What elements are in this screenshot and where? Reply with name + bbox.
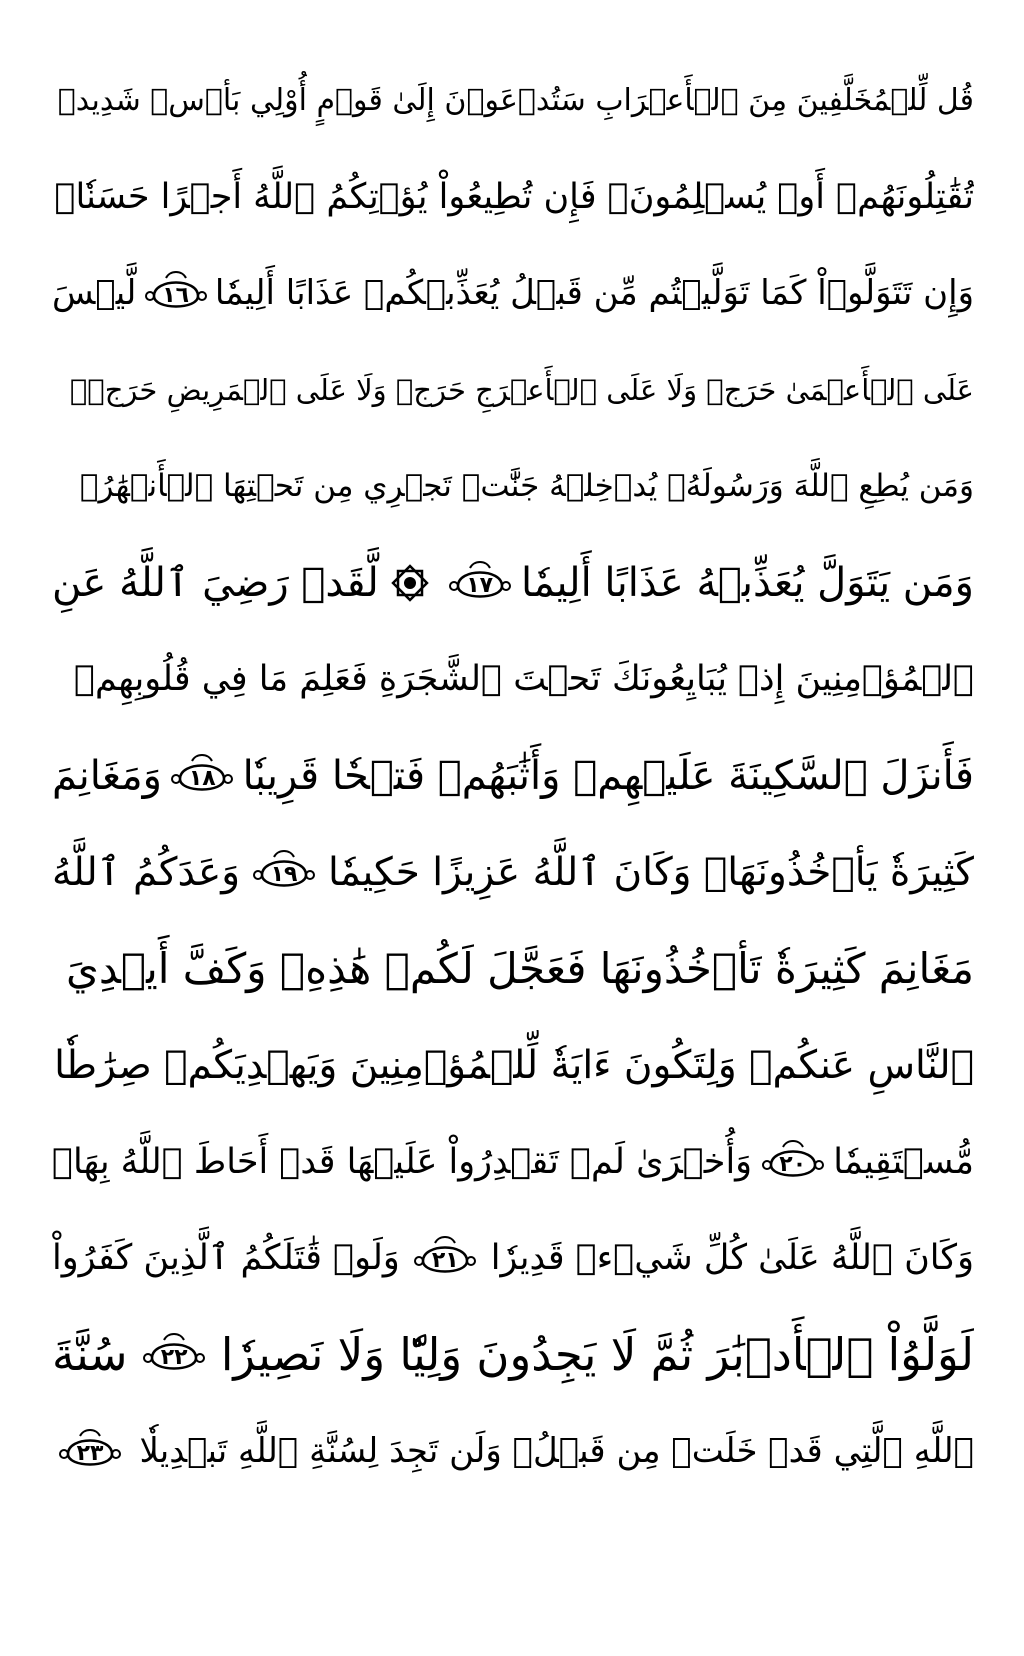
ayah-number: ١٧ [466,572,494,598]
verse-text: مَغَانِمَ كَثِيرَةٗ تَأۡخُذُونَهَا فَعَجَّلَ لَكُمۡ هَٰذِهِۦ وَكَفَّ أَيۡدِيَ [65,944,974,994]
verse-text: ٱللَّهِ ٱلَّتِي قَدۡ خَلَتۡ مِن قَبۡلُۖ وَلَن تَجِدَ لِسُنَّةِ ٱللَّهِ تَبۡدِيلٗا [139,1431,974,1472]
verse-text: قُل لِّلۡمُخَلَّفِينَ مِنَ ٱلۡأَعۡرَابِ سَتُدۡعَوۡنَ إِلَىٰ قَوۡمٍ أُوْلِي بَأۡسٖ شَدِيدٖ [57,82,974,118]
verse-line [52,52,974,149]
ayah-number: ٢٢ [160,1344,188,1370]
hizb-marker [388,561,432,605]
verse-line [52,1114,974,1211]
verse-text: وَعَدَكُمُ ٱللَّهُ [52,849,241,895]
ayah-number-marker [142,1328,206,1382]
verse-line [52,728,974,825]
verse-line [52,438,974,535]
rub-el-hizb-icon [388,561,432,605]
ayah-number-marker [58,1424,122,1478]
verse-text: وَمَغَانِمَ [52,752,162,799]
verse-line [52,921,974,1018]
verse-text: وَلَوۡ قَٰتَلَكُمُ ٱلَّذِينَ كَفَرُواْ [52,1238,400,1279]
verse-line [52,342,974,439]
ayah-number: ٢٣ [76,1441,104,1467]
verse-line [52,1307,974,1404]
verse-line [52,1017,974,1114]
verse-lines [52,52,974,1500]
verse-text: تُقَٰتِلُونَهُمۡ أَوۡ يُسۡلِمُونَۖ فَإِن تُطِيعُواْ يُؤۡتِكُمُ ٱللَّهُ أَجۡرًا حَسَنٗاۖ [54,176,974,217]
verse-text: لَّقَدۡ رَضِيَ ٱللَّهُ عَنِ [52,559,379,606]
verse-text: فَأَنزَلَ ٱلسَّكِينَةَ عَلَيۡهِمۡ وَأَثَٰبَهُمۡ فَتۡحٗا قَرِيبٗا [242,752,974,799]
ayah-number-marker [448,556,512,610]
verse-text: كَثِيرَةٗ يَأۡخُذُونَهَاۗ وَكَانَ ٱللَّهُ عَزِيزًا حَكِيمٗا [327,849,974,895]
verse-line [52,535,974,632]
verse-text: عَلَى ٱلۡأَعۡمَىٰ حَرَجٞ وَلَا عَلَى ٱلۡأَعۡرَجِ حَرَجٞ وَلَا عَلَى ٱلۡمَرِيضِ حَرَجٞۗ [69,372,974,407]
ayah-number-marker [252,845,316,899]
verse-line [52,631,974,728]
verse-line [52,149,974,246]
verse-text: وَكَانَ ٱللَّهُ عَلَىٰ كُلِّ شَيۡءٖ قَدِيرٗا [490,1238,974,1279]
verse-text: ٱلۡمُؤۡمِنِينَ إِذۡ يُبَايِعُونَكَ تَحۡتَ ٱلشَّجَرَةِ فَعَلِمَ مَا فِي قُلُوبِهِمۡ [74,659,974,700]
verse-text: لَوَلَّوُاْ ٱلۡأَدۡبَٰرَ ثُمَّ لَا يَجِدُونَ وَلِيّٗا وَلَا نَصِيرٗا [220,1328,974,1382]
ayah-number: ١٦ [162,283,190,309]
ayah-number: ٢٠ [779,1151,807,1177]
verse-line [52,1403,974,1500]
verse-text: مُّسۡتَقِيمٗا [833,1141,974,1182]
verse-text: وَإِن تَتَوَلَّوۡاْ كَمَا تَوَلَّيۡتُم مِّن قَبۡلُ يُعَذِّبۡكُمۡ عَذَابًا أَلِيمٗا [214,273,974,314]
ayah-number: ١٨ [188,765,216,791]
ayah-number: ٢١ [431,1248,459,1274]
ayah-number-marker [144,266,208,320]
ayah-number-marker [170,749,234,803]
verse-text: وَمَن يَتَوَلَّ يُعَذِّبۡهُ عَذَابًا أَلِيمٗا [521,559,974,606]
verse-line [52,245,974,342]
verse-text: لَّيۡسَ [52,273,137,314]
verse-text: وَأُخۡرَىٰ لَمۡ تَقۡدِرُواْ عَلَيۡهَا قَدۡ أَحَاطَ ٱللَّهُ بِهَاۚ [52,1141,753,1182]
verse-text: سُنَّةَ [52,1328,128,1382]
verse-line [52,824,974,921]
ayah-number-marker [761,1135,825,1189]
verse-text: وَمَن يُطِعِ ٱللَّهَ وَرَسُولَهُۥ يُدۡخِلۡهُ جَنَّٰتٖ تَجۡرِي مِن تَحۡتِهَا ٱلۡأَنۡهَٰرُۖ [79,468,974,505]
verse-text: ٱلنَّاسِ عَنكُمۡ وَلِتَكُونَ ءَايَةٗ لِّلۡمُؤۡمِنِينَ وَيَهۡدِيَكُمۡ صِرَٰطٗا [54,1042,974,1088]
ayah-number: ١٩ [270,862,298,888]
verse-line [52,1210,974,1307]
ayah-number-marker [413,1231,477,1285]
